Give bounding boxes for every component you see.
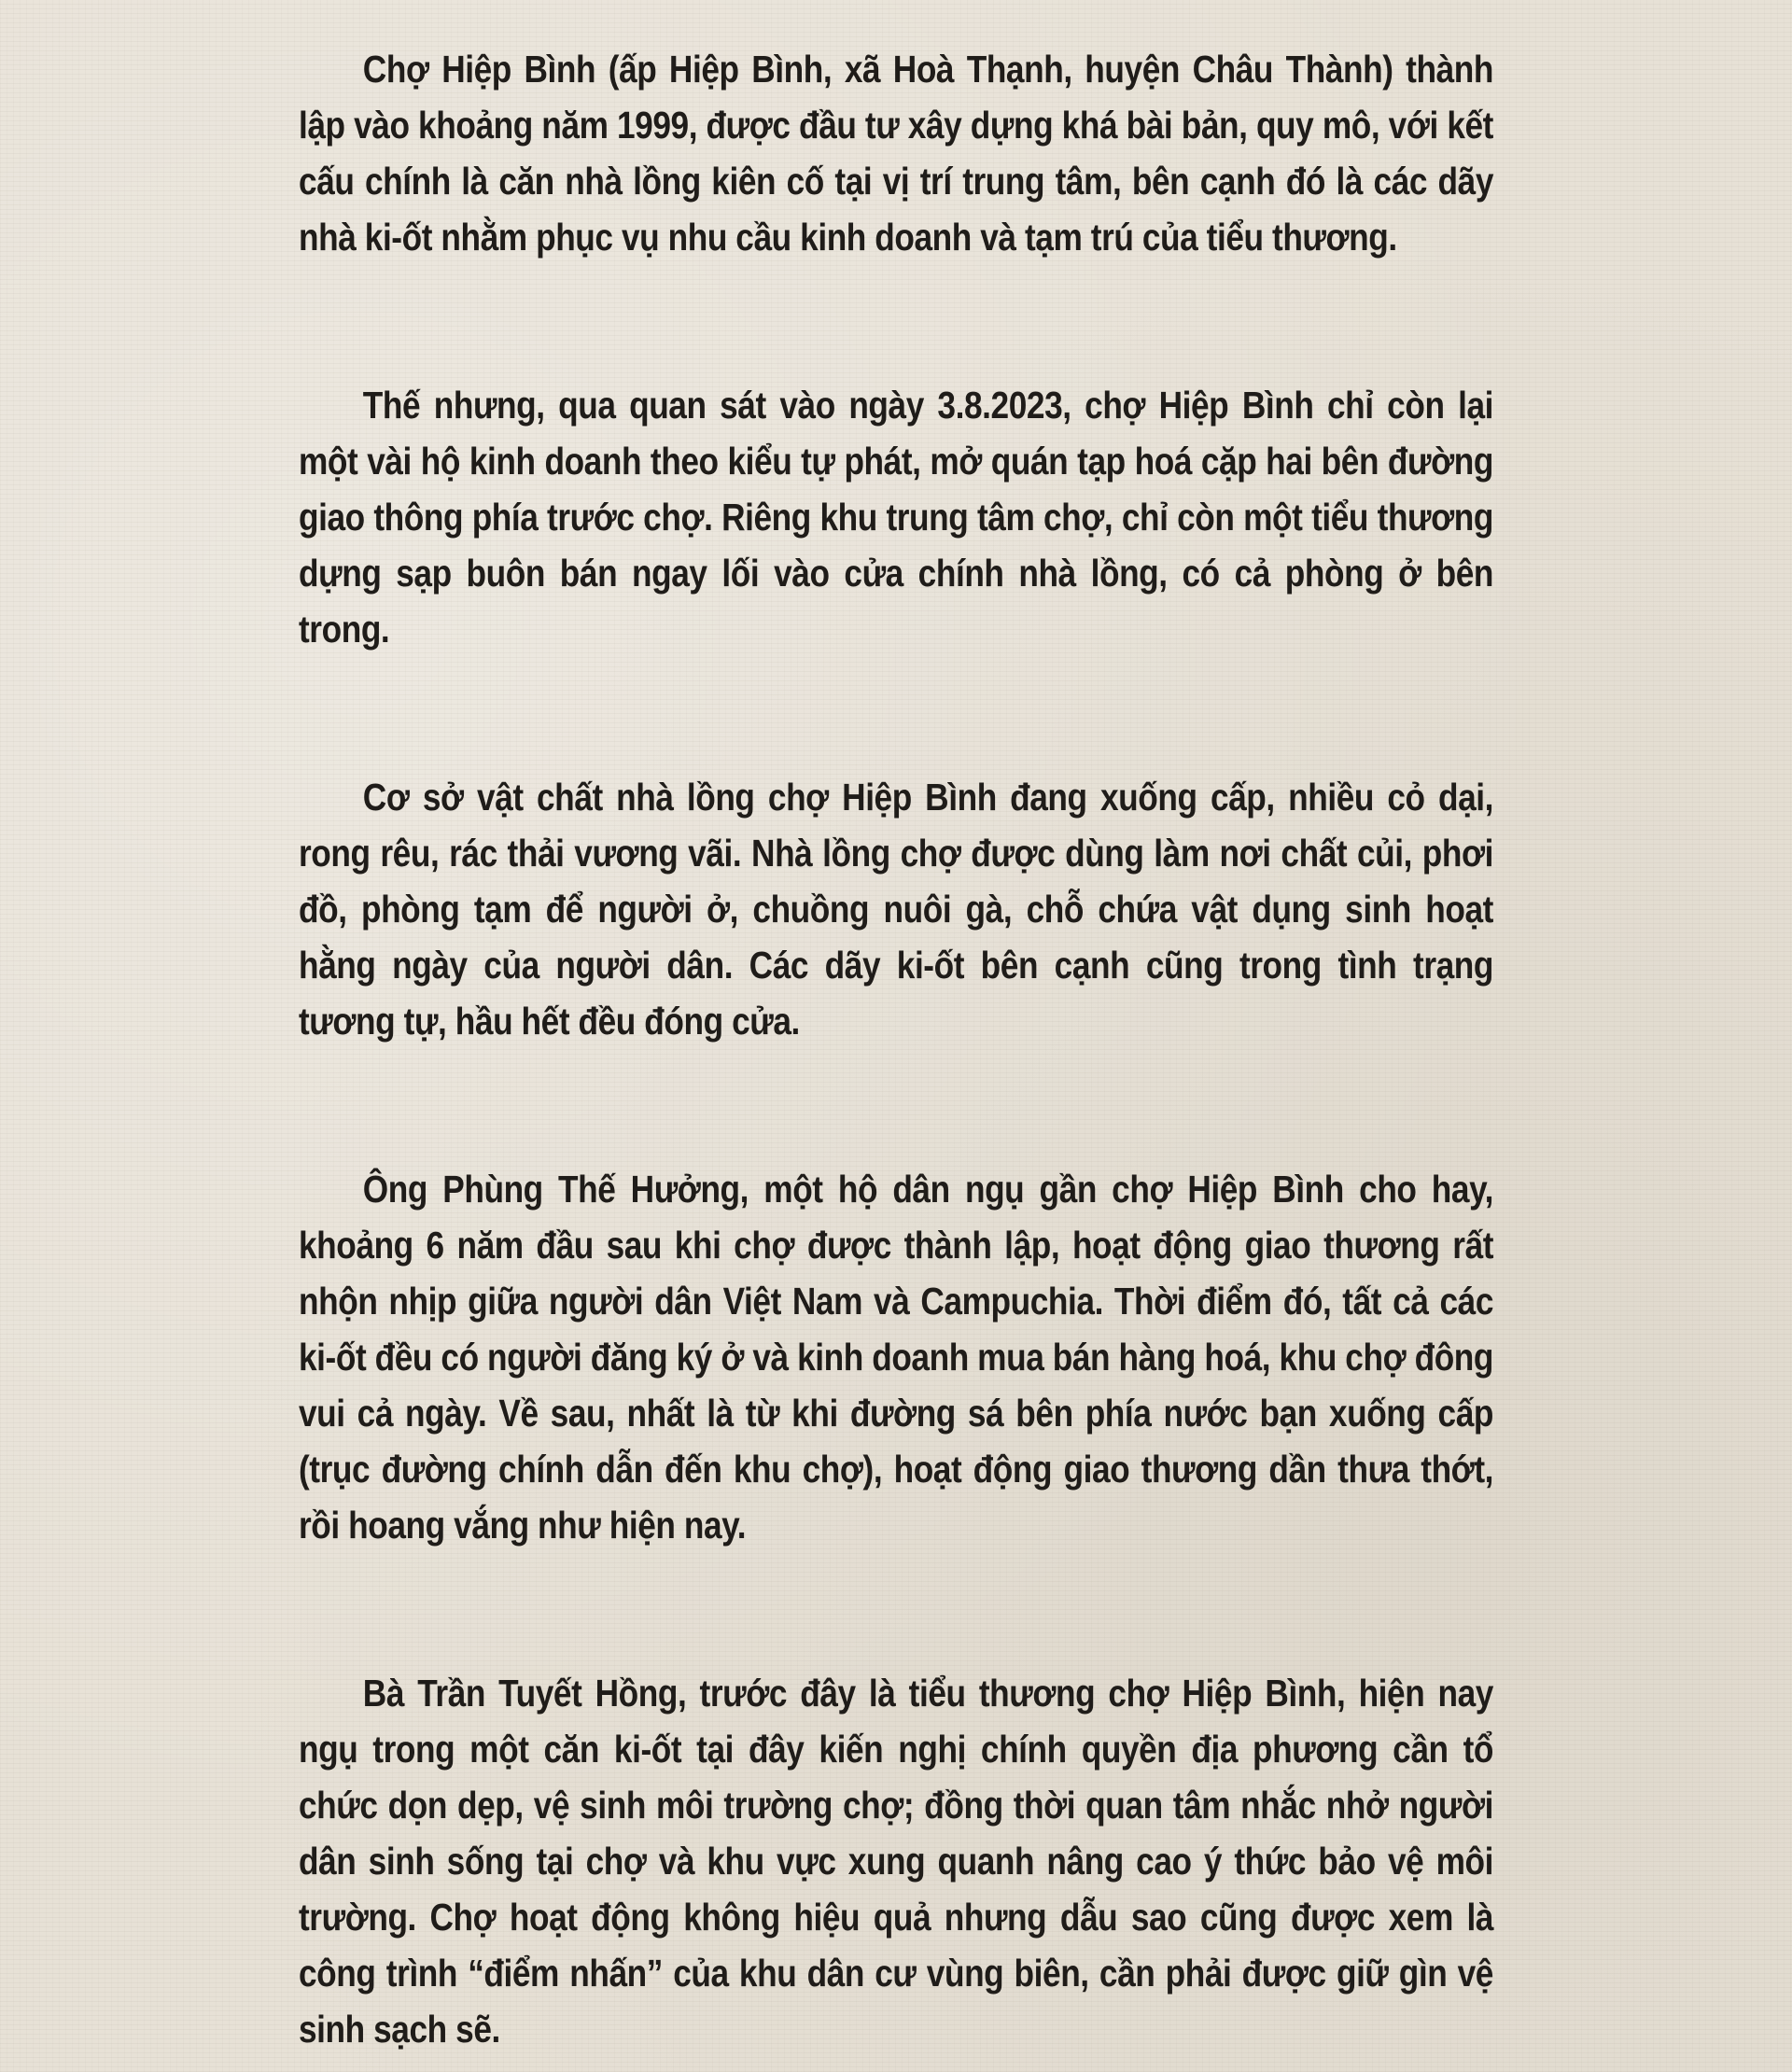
paragraph-facility-condition: Cơ sở vật chất nhà lồng chợ Hiệp Bình đang xuống cấp, nhiều cỏ dại, rong rêu, rác thải vương vãi. Nhà lồng chợ được dùng làm nơi chất củi, phơi đồ, phòng tạm để người ở, chuồng nuôi gà, chỗ chứa vật dụng sinh hoạt hằng ngày của người dân. Các dãy ki-ốt bên cạnh cũng trong tình trạng tương tự, hầu hết đều đóng cửa.: [299, 776, 1494, 1043]
paragraph-trader-recommendation: Bà Trần Tuyết Hồng, trước đây là tiểu thương chợ Hiệp Bình, hiện nay ngụ trong một căn ki-ốt tại đây kiến nghị chính quyền địa phương cần tổ chức dọn dẹp, vệ sinh môi trường chợ; đồng thời quan tâm nhắc nhở người dân sinh sống tại chợ và khu vực xung quanh nâng cao ý thức bảo vệ môi trường. Chợ hoạt động không hiệu quả nhưng dẫu sao cũng được xem là công trình “điểm nhấn” của khu dân cư vùng biên, cần phải được giữ gìn vệ sinh sạch sẽ.: [299, 1672, 1494, 2051]
paragraph-resident-account: Ông Phùng Thế Hưởng, một hộ dân ngụ gần chợ Hiệp Bình cho hay, khoảng 6 năm đầu sau khi chợ được thành lập, hoạt động giao thương rất nhộn nhịp giữa người dân Việt Nam và Campuchia. Thời điểm đó, tất cả các ki-ốt đều có người đăng ký ở và kinh doanh mua bán hàng hoá, khu chợ đông vui cả ngày. Về sau, nhất là từ khi đường sá bên phía nước bạn xuống cấp (trục đường chính dẫn đến khu chợ), hoạt động giao thương dần thưa thớt, rồi hoang vắng như hiện nay.: [299, 1168, 1494, 1547]
paragraph-current-observation: Thế nhưng, qua quan sát vào ngày 3.8.2023, chợ Hiệp Bình chỉ còn lại một vài hộ kinh doanh theo kiểu tự phát, mở quán tạp hoá cặp hai bên đường giao thông phía trước chợ. Riêng khu trung tâm chợ, chỉ còn một tiểu thương dựng sạp buôn bán ngay lối vào cửa chính nhà lồng, có cả phòng ở bên trong.: [299, 384, 1494, 651]
paragraph-market-history: Chợ Hiệp Bình (ấp Hiệp Bình, xã Hoà Thạnh, huyện Châu Thành) thành lập vào khoảng năm 1999, được đầu tư xây dựng khá bài bản, quy mô, với kết cấu chính là căn nhà lồng kiên cố tại vị trí trung tâm, bên cạnh đó là các dãy nhà ki-ốt nhằm phục vụ nhu cầu kinh doanh và tạm trú của tiểu thương.: [299, 48, 1494, 259]
article-body: [299, 41, 1493, 2057]
